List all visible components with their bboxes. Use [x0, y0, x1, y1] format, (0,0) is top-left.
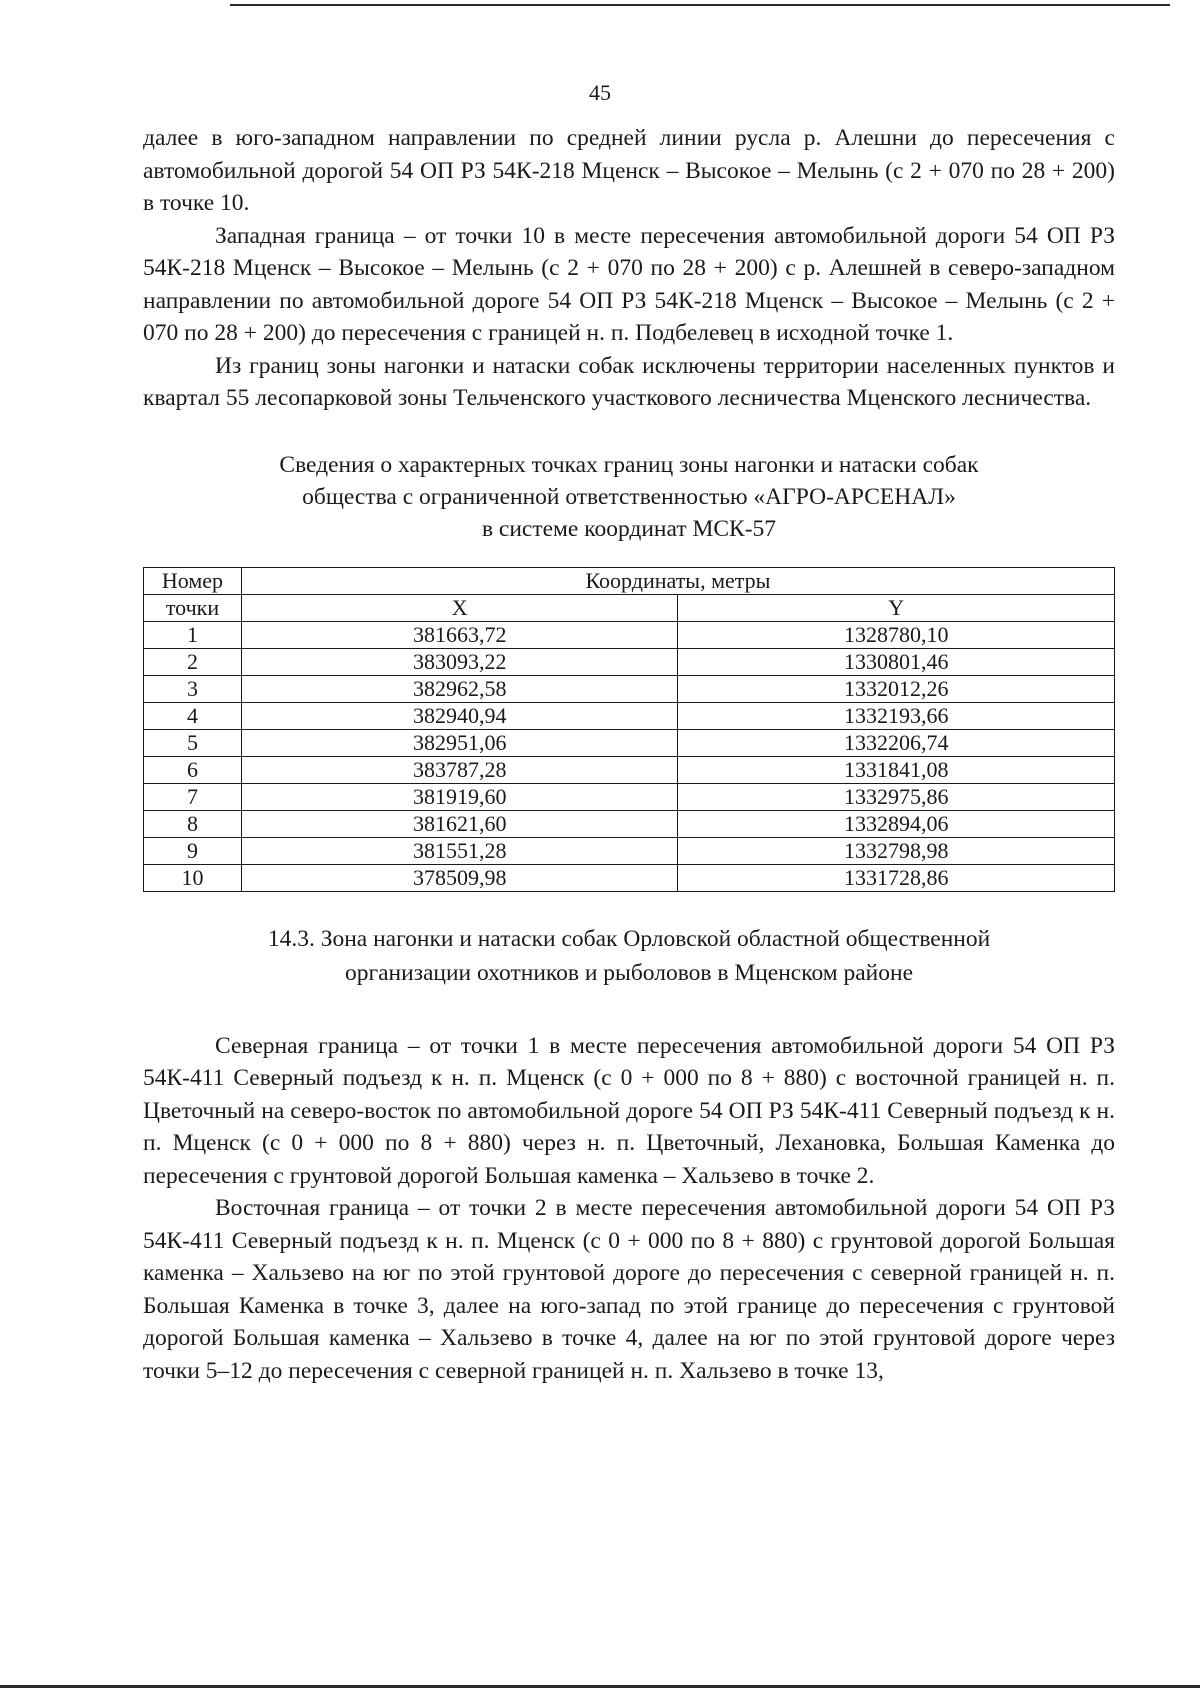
table-row — [144, 702, 1115, 729]
cell-y: 1332206,74 — [678, 729, 1115, 756]
cell-y: 1332975,86 — [678, 783, 1115, 810]
header-coordinates: Координаты, метры — [241, 567, 1114, 594]
table-header-row — [144, 594, 1115, 621]
cell-x: 381919,60 — [241, 783, 678, 810]
cell-x: 382940,94 — [241, 702, 678, 729]
table-row — [144, 837, 1115, 864]
cell-y: 1331841,08 — [678, 756, 1115, 783]
cell-point-number: 1 — [144, 621, 242, 648]
table-header-row — [144, 567, 1115, 594]
document-body — [143, 122, 1115, 1387]
table-row — [144, 756, 1115, 783]
cell-point-number: 3 — [144, 675, 242, 702]
table-body — [144, 621, 1115, 891]
cell-y: 1332798,98 — [678, 837, 1115, 864]
cell-y: 1332193,66 — [678, 702, 1115, 729]
header-y: Y — [678, 594, 1115, 621]
page-number: 45 — [589, 80, 611, 105]
table-row — [144, 648, 1115, 675]
paragraph-eastern-border: Восточная граница – от точки 2 в месте пересечения автомобильной дороги 54 ОП РЗ 54К-411 Северный подъезд к н. п. Мценск (с 0 + 000 по 8 + 880) с грунтовой дорогой Большая каменка – Хальзево на юг по этой грунтовой дороге до пересечения с северной границей н. п. Большая Каменка в точке 3, далее на юго-запад по этой границе до пересечения с грунтовой дорогой Большая каменка – Хальзево в точке 4, далее на юг по этой грунтовой дороге через точки 5–12 до пересечения с северной границей н. п. Хальзево в точке 13, — [143, 1195, 1115, 1384]
section-title — [143, 922, 1115, 990]
cell-y: 1328780,10 — [678, 621, 1115, 648]
header-number-sub: точки — [144, 594, 242, 621]
cell-x: 378509,98 — [241, 864, 678, 891]
paragraph-northern-border: Северная граница – от точки 1 в месте пересечения автомобильной дороги 54 ОП РЗ 54К-411 Северный подъезд к н. п. Мценск (с 0 + 000 по 8 + 880) с восточной границей н. п. Цветочный на северо-восток по автомобильной дороге 54 ОП РЗ 54К-411 Северный подъезд к н. п. Мценск (с 0 + 000 по 8 + 880) через н. п. Цветочный, Лехановка, Большая Каменка до пересечения с грунтовой дорогой Большая каменка – Хальзево в точке 2. — [143, 1032, 1115, 1189]
paragraph-continuation: далее в юго-западном направлении по средней линии русла р. Алешни до пересечения с автомобильной дорогой 54 ОП РЗ 54К-218 Мценск – Высокое – Мелынь (с 2 + 070 по 28 + 200) в точке 10. — [143, 125, 1115, 216]
header-number: Номер — [144, 567, 242, 594]
table-row — [144, 864, 1115, 891]
paragraph-exclusions: Из границ зоны нагонки и натаски собак исключены территории населенных пунктов и квартал 55 лесопарковой зоны Тельченского участкового лесничества Мценского лесничества. — [143, 352, 1115, 411]
section-title-line: организации охотников и рыболовов в Мценском районе — [344, 959, 914, 986]
cell-y: 1332894,06 — [678, 810, 1115, 837]
cell-point-number: 6 — [144, 756, 242, 783]
cell-point-number: 7 — [144, 783, 242, 810]
paragraph-western-border: Западная граница – от точки 10 в месте пересечения автомобильной дороги 54 ОП РЗ 54К-218 Мценск – Высокое – Мелынь (с 2 + 070 по 28 + 200) с р. Алешней в северо-западном направлении по автомобильной дороге 54 ОП РЗ 54К-218 Мценск – Высокое – Мелынь (с 2 + 070 по 28 + 200) до пересечения с границей н. п. Подбелевец в исходной точке 1. — [143, 222, 1115, 346]
cell-y: 1331728,86 — [678, 864, 1115, 891]
cell-point-number: 2 — [144, 648, 242, 675]
cell-x: 381663,72 — [241, 621, 678, 648]
table-row — [144, 729, 1115, 756]
cell-x: 383787,28 — [241, 756, 678, 783]
cell-point-number: 5 — [144, 729, 242, 756]
table-row — [144, 783, 1115, 810]
cell-x: 382962,58 — [241, 675, 678, 702]
cell-point-number: 8 — [144, 810, 242, 837]
cell-x: 381621,60 — [241, 810, 678, 837]
cell-x: 381551,28 — [241, 837, 678, 864]
table-caption-line: общества с ограниченной ответственностью «АГРО-АРСЕНАЛ» — [302, 483, 956, 510]
header-x: X — [241, 594, 678, 621]
table-row — [144, 810, 1115, 837]
coordinates-table — [143, 567, 1115, 892]
table-caption — [143, 449, 1115, 545]
cell-point-number: 9 — [144, 837, 242, 864]
cell-point-number: 4 — [144, 702, 242, 729]
cell-x: 383093,22 — [241, 648, 678, 675]
cell-x: 382951,06 — [241, 729, 678, 756]
table-caption-line: в системе координат МСК-57 — [481, 515, 777, 542]
scan-border-top — [230, 4, 1170, 6]
scan-border-bottom — [0, 1685, 1200, 1688]
table-caption-line: Сведения о характерных точках границ зоны нагонки и натаски собак — [279, 451, 979, 478]
cell-point-number: 10 — [144, 864, 242, 891]
cell-y: 1332012,26 — [678, 675, 1115, 702]
cell-y: 1330801,46 — [678, 648, 1115, 675]
table-row — [144, 675, 1115, 702]
table-row — [144, 621, 1115, 648]
section-title-line: 14.3. Зона нагонки и натаски собак Орловской областной общественной — [267, 925, 991, 952]
